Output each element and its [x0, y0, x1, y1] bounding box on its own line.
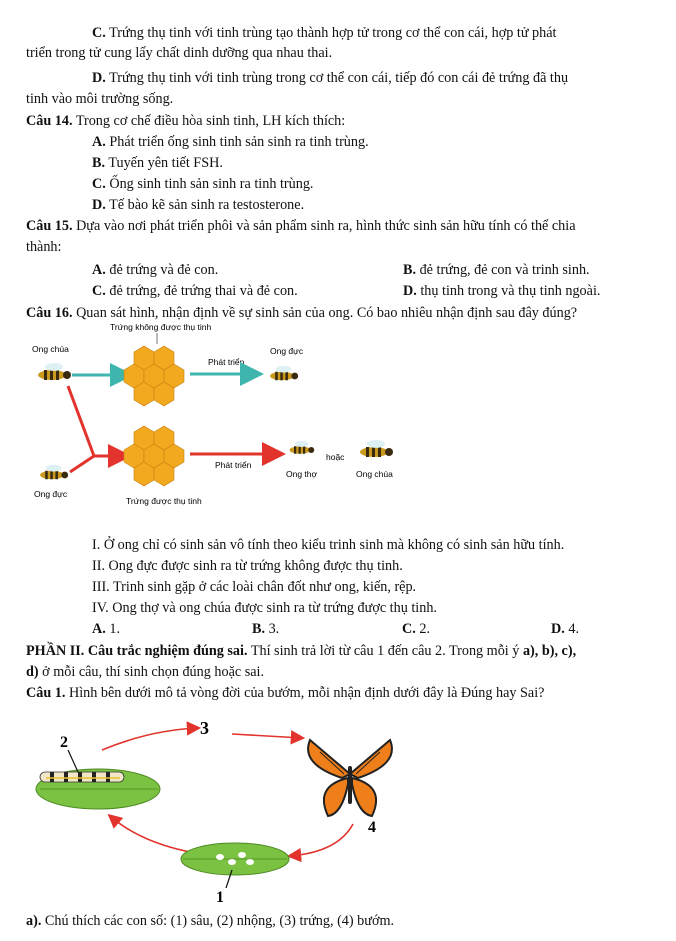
- part2-question-1: [26, 684, 544, 702]
- honeycomb-top-icon: [124, 346, 184, 406]
- bee-reproduction-diagram: [20, 320, 420, 515]
- question-label: Câu 16.: [26, 305, 73, 321]
- figure-number-4: 4: [368, 819, 376, 836]
- queen-bee-output-icon: [360, 440, 393, 457]
- butterfly-icon: [308, 740, 392, 816]
- figure-number-2: 2: [60, 734, 68, 751]
- option-text: Ống sinh tinh sản sinh ra tinh trùng.: [109, 176, 314, 192]
- label-or: hoặc: [326, 452, 345, 462]
- part2-heading-line: [26, 642, 576, 660]
- question-text: Trong cơ chế điều hòa sinh tinh, LH kích thích:: [75, 113, 346, 129]
- q15-option-a: [92, 261, 218, 279]
- q14-option-d: [92, 196, 304, 214]
- statement-3: III. Trinh sinh gặp ở các loài chân đốt như ong, kiến, rệp.: [92, 579, 417, 595]
- question-15: [26, 217, 576, 235]
- option-text: Tuyến yên tiết FSH.: [108, 155, 223, 171]
- q14-option-b: [92, 154, 223, 172]
- part2-instruction-2: ở mỗi câu, thí sinh chọn đúng hoặc sai.: [42, 664, 265, 680]
- option-key: D.: [92, 197, 106, 213]
- option-text: Phát triển ống sinh tinh sản sinh ra tinh trùng.: [109, 134, 369, 150]
- option-text: Tế bào kẽ sản sinh ra testosterone.: [109, 197, 305, 213]
- option-text: Trứng thụ tinh với tinh trùng trong cơ thể con cái, tiếp đó con cái đẻ trứng đã thụ: [109, 70, 569, 86]
- arrow-queen-to-fertilized: [68, 386, 115, 456]
- leaf-with-larva-icon: [36, 769, 160, 809]
- option-key: C.: [92, 283, 106, 299]
- option-text: 2.: [419, 621, 430, 637]
- label-worker-bee: Ong thợ: [286, 469, 318, 479]
- option-key: B.: [252, 621, 266, 637]
- option-text: đẻ trứng và đẻ con.: [109, 262, 219, 278]
- q15-option-c: [92, 282, 298, 300]
- q16-option-b: [252, 620, 279, 638]
- label-drone-bottom: Ong đực: [34, 489, 68, 499]
- arrow-eggs-to-larva: [110, 816, 190, 852]
- statement-1: I. Ở ong chỉ có sinh sản vô tính theo kiểu trinh sinh mà không có sinh sản hữu tính.: [92, 537, 565, 553]
- question-label: Câu 14.: [26, 113, 73, 129]
- figure-number-3: 3: [200, 718, 209, 738]
- statement-a: [26, 912, 394, 930]
- arrow-drone-to-fertilized: [70, 456, 94, 472]
- statement-2: II. Ong đực được sinh ra từ trứng không được thụ tinh.: [92, 558, 403, 574]
- label-unfertilized-eggs: Trứng không được thụ tinh: [110, 322, 212, 332]
- q16-option-c: [402, 620, 430, 638]
- q15-option-b: [403, 261, 590, 279]
- q16-option-a: [92, 620, 120, 638]
- q14-option-c: [92, 175, 313, 193]
- butterfly-life-cycle-diagram: [20, 712, 410, 912]
- option-text: 4.: [568, 621, 579, 637]
- prev-option-c-line1: [92, 24, 557, 42]
- part2-instruction: Thí sinh trả lời từ câu 1 đến câu 2. Trong mỗi ý: [250, 643, 520, 659]
- question-label: Câu 1.: [26, 685, 66, 701]
- option-key: B.: [403, 262, 417, 278]
- option-key: D.: [403, 283, 417, 299]
- q14-option-a: [92, 133, 369, 151]
- label-queen-bee-bottom: Ong chúa: [356, 469, 393, 479]
- option-text: Trứng thụ tinh với tinh trùng tạo thành hợp tử trong cơ thể con cái, hợp tử phát: [109, 25, 557, 41]
- label-fertilized-eggs: Trứng được thụ tinh: [126, 496, 202, 506]
- option-text: 3.: [268, 621, 280, 637]
- q16-option-d: [551, 620, 579, 638]
- question-text: Quan sát hình, nhận định về sự sinh sản của ong. Có bao nhiêu nhận định sau đây đúng?: [76, 305, 578, 321]
- q15-option-d: [403, 282, 600, 300]
- question-label: Câu 15.: [26, 218, 73, 234]
- option-text: đẻ trứng, đẻ trứng thai và đẻ con.: [109, 283, 298, 299]
- prev-option-c-line2: triển trong tử cung lấy chất dinh dưỡng qua nhau thai.: [26, 45, 333, 61]
- option-key: D.: [92, 70, 106, 86]
- figure-number-1: 1: [216, 889, 224, 906]
- worker-bee-icon: [290, 441, 315, 454]
- queen-bee-icon: [38, 363, 71, 380]
- option-key: A.: [92, 134, 106, 150]
- prev-option-d-line1: [92, 69, 568, 87]
- option-key: D.: [551, 621, 565, 637]
- question-15-line2: thành:: [26, 239, 62, 255]
- option-key: C.: [92, 176, 106, 192]
- question-text: Hình bên dưới mô tả vòng đời của bướm, mỗi nhận định dưới đây là Đúng hay Sai?: [68, 685, 545, 701]
- option-key: A.: [92, 621, 106, 637]
- drone-bee-icon: [270, 366, 298, 380]
- label-develop-top: Phát triển: [208, 357, 245, 367]
- label-queen-bee: Ong chúa: [32, 344, 69, 354]
- leaf-with-eggs-icon: [181, 843, 289, 875]
- arrow-larva-to-pupa: [102, 728, 198, 750]
- drone-bee-bottom-icon: [40, 465, 68, 479]
- pointer-2: [68, 750, 78, 772]
- arrow-to-butterfly: [232, 734, 302, 738]
- honeycomb-bottom-icon: [124, 426, 184, 486]
- statement-a-text: Chú thích các con số: (1) sâu, (2) nhộng, (3) trứng, (4) bướm.: [44, 913, 395, 929]
- option-text: 1.: [109, 621, 120, 637]
- option-text: thụ tinh trong và thụ tinh ngoài.: [420, 283, 601, 299]
- label-drone-top: Ong đực: [270, 346, 304, 356]
- part2-heading: PHẦN II. Câu trắc nghiệm đúng sai.: [26, 643, 248, 659]
- question-14: [26, 112, 345, 130]
- question-text: Dựa vào nơi phát triển phôi và sản phẩm sinh ra, hình thức sinh sản hữu tính có thể chia: [76, 218, 576, 234]
- part2-bold-d: d): [26, 664, 39, 680]
- part2-instruction-line2: [26, 663, 264, 681]
- statement-a-label: a).: [26, 913, 42, 929]
- statement-4: IV. Ong thợ và ong chúa được sinh ra từ trứng được thụ tinh.: [92, 600, 437, 616]
- option-text: đẻ trứng, đẻ con và trinh sinh.: [419, 262, 590, 278]
- option-key: A.: [92, 262, 106, 278]
- part2-bold-options: a), b), c),: [522, 643, 577, 659]
- arrow-butterfly-to-eggs: [290, 824, 353, 856]
- prev-option-d-line2: tinh vào môi trường sống.: [26, 91, 174, 107]
- label-develop-bottom: Phát triển: [215, 460, 252, 470]
- option-key: C.: [92, 25, 106, 41]
- option-key: B.: [92, 155, 106, 171]
- option-key: C.: [402, 621, 416, 637]
